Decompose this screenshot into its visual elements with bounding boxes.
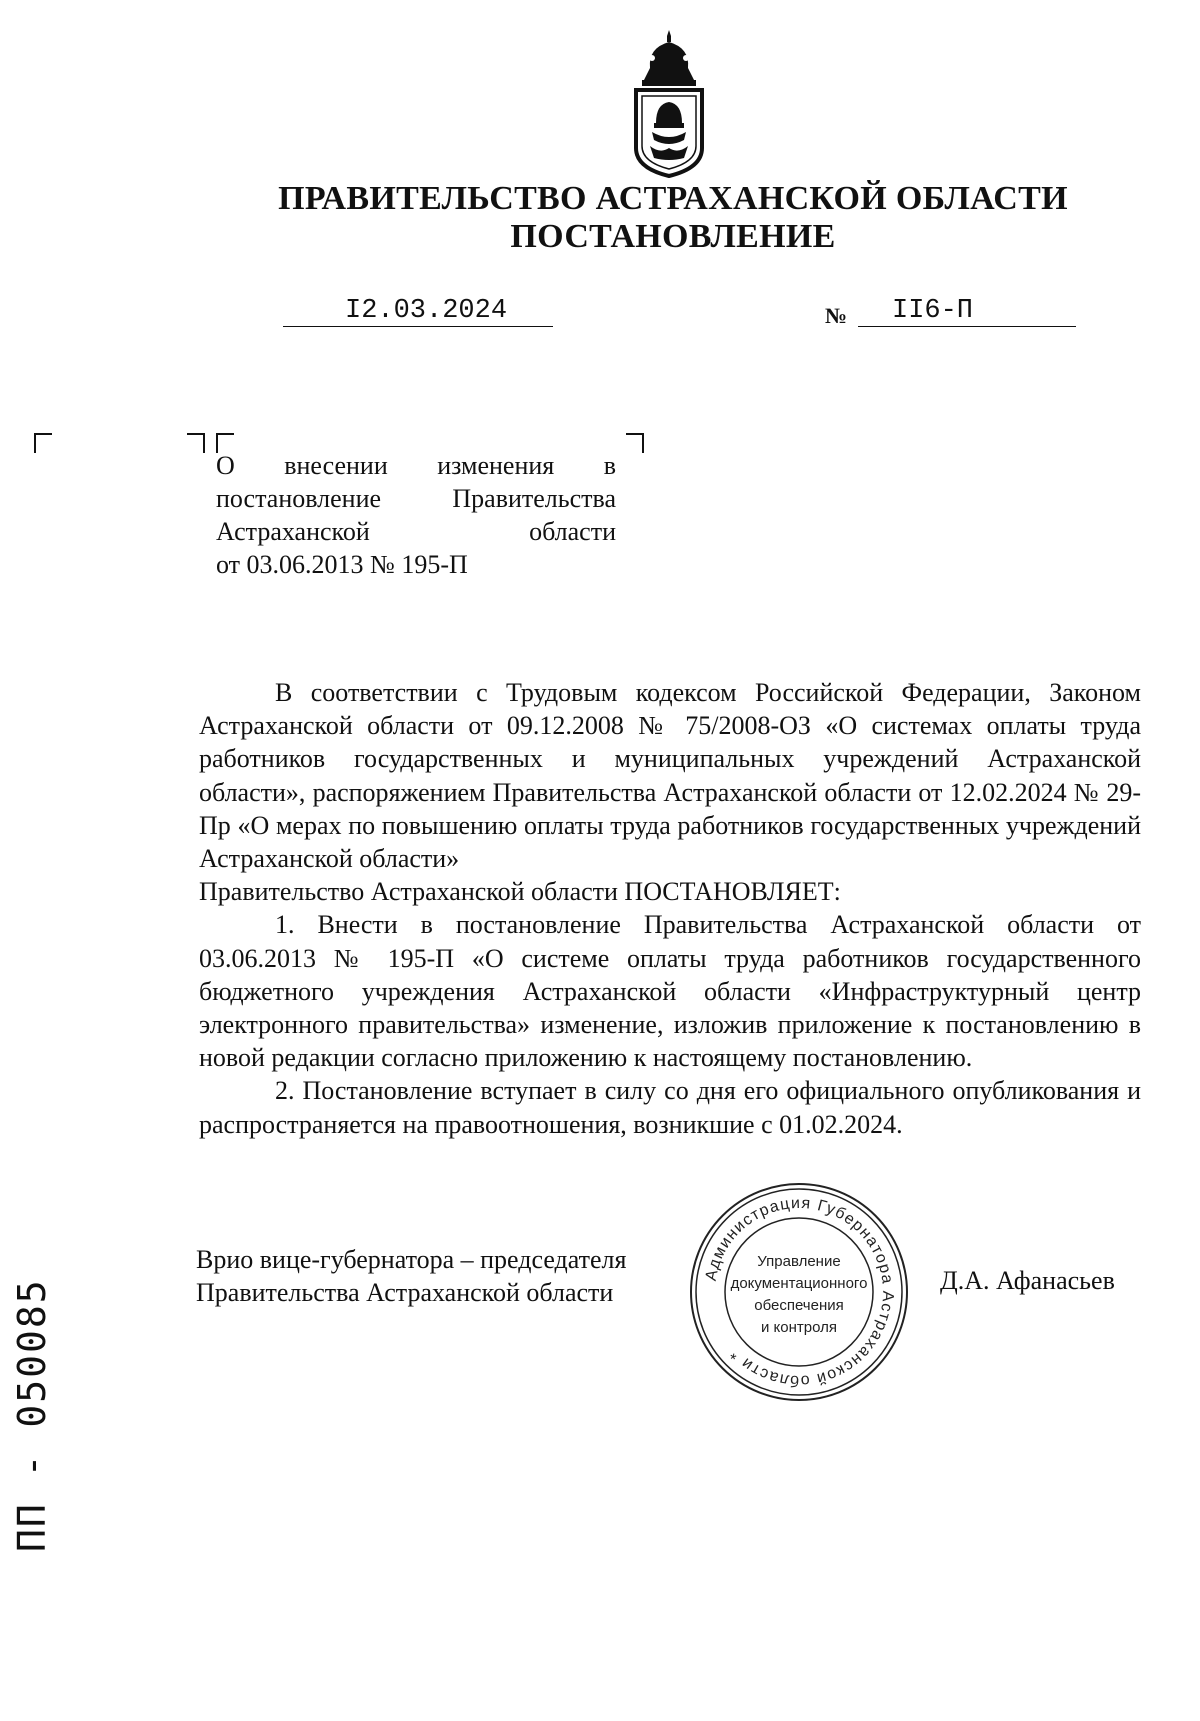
- seal-center-line: обеспечения: [754, 1297, 844, 1314]
- preamble-paragraph: В соответствии с Трудовым кодексом Российской Федерации, Законом Астраханской области от 09.12.2008 № 75/2008-ОЗ «О системах оплаты труда работников государственных и муниципальных учреждений Астраханской области», распоряжением Правительства Астраханской области от 12.02.2024 № 29-Пр «О мерах по повышению оплаты труда работников государственных учреждений Астраханской области»: [199, 678, 1141, 874]
- item-2-paragraph: 2. Постановление вступает в силу со дня его официального опубликования и распространяется на правоотношения, возникшие с 01.02.2024.: [199, 1076, 1141, 1139]
- document-body: [199, 676, 1141, 1141]
- seal-center-line: Управление: [757, 1253, 841, 1270]
- coat-of-arms-icon: [628, 28, 710, 178]
- subject-line: О внесении изменения в: [216, 451, 616, 480]
- document-subject: [216, 449, 616, 581]
- corner-mark: [34, 433, 52, 453]
- item-1-paragraph: 1. Внести в постановление Правительства Астраханской области от 03.06.2013 № 195-П «О системе оплаты труда работников государственного бюджетного учреждения Астраханской области «Инфраструктурный центр электронного правительства» изменение, изложив приложение к постановлению в новой редакции согласно приложению к настоящему постановлению.: [199, 910, 1141, 1073]
- signatory-title-line: Врио вице-губернатора – председателя: [196, 1245, 627, 1274]
- organization-name: ПРАВИТЕЛЬСТВО АСТРАХАНСКОЙ ОБЛАСТИ: [278, 180, 1068, 217]
- corner-mark: [626, 433, 644, 453]
- official-seal-stamp: [687, 1180, 911, 1404]
- subject-line: Астраханской области: [216, 517, 616, 546]
- number-underline: [858, 326, 1076, 327]
- subject-line: от 03.06.2013 № 195-П: [216, 550, 468, 579]
- seal-ring-text: Администрация Губернатора Астраханской области *: [702, 1194, 897, 1390]
- form-serial-number: ПП - 050085: [10, 1278, 54, 1552]
- subject-line: постановление Правительства: [216, 484, 616, 513]
- document-number: II6-П: [892, 296, 974, 326]
- svg-text:Администрация Губернатора Астр: [703, 1195, 896, 1389]
- number-sign: №: [825, 303, 848, 328]
- resolves-paragraph: Правительство Астраханской области ПОСТАНОВЛЯЕТ:: [199, 877, 841, 907]
- corner-mark: [187, 433, 205, 453]
- document-type: ПОСТАНОВЛЕНИЕ: [510, 218, 836, 255]
- seal-center-line: и контроля: [760, 1319, 838, 1336]
- signer-name: Д.А. Афанасьев: [940, 1266, 1115, 1295]
- signatory-title-line: Правительства Астраханской области: [196, 1278, 614, 1307]
- signatory-title: [196, 1243, 626, 1309]
- date-underline: [283, 326, 553, 327]
- document-date: I2.03.2024: [345, 296, 508, 326]
- seal-center-line: документационного: [730, 1275, 868, 1292]
